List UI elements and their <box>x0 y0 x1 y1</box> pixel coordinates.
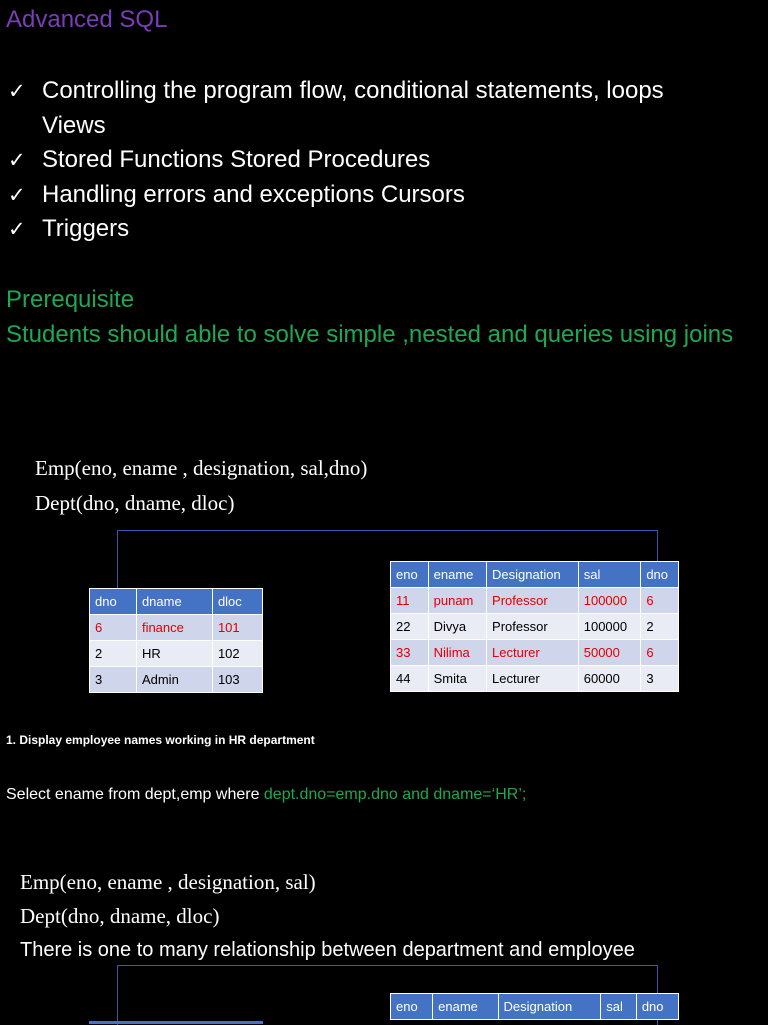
emp-table-2 <box>390 993 679 1020</box>
list-item-text: Stored Functions Stored Procedures <box>42 146 431 173</box>
column-header: Designation <box>498 994 601 1020</box>
table-row <box>391 640 679 666</box>
checkmark-icon: ✓ <box>8 148 26 172</box>
list-item-text: Controlling the program flow, conditional statements, loops <box>42 77 664 104</box>
question-text: 1. Display employee names working in HR department <box>6 733 315 747</box>
prerequisite-text: Students should able to solve simple ,nested and queries using joins <box>6 320 734 348</box>
list-item-text: Handling errors and exceptions Cursors <box>42 180 465 208</box>
column-header: dno <box>641 562 679 588</box>
table-cell: 3 <box>641 666 679 692</box>
table-cell: 100000 <box>578 588 641 614</box>
column-header: sal <box>601 994 637 1020</box>
relationship-note: There is one to many relationship between department and employee <box>20 939 635 961</box>
dept-schema-2: Dept(dno, dname, dloc) <box>20 904 220 928</box>
table-cell: Lecturer <box>487 666 579 692</box>
emp-schema-2: Emp(eno, ename , designation, sal) <box>20 870 316 894</box>
table-cell: 22 <box>391 614 429 640</box>
table-cell: Smita <box>428 666 486 692</box>
list-item <box>8 74 664 109</box>
table-cell: 6 <box>641 588 679 614</box>
table-cell: 103 <box>212 667 262 693</box>
table-cell: 2 <box>641 614 679 640</box>
emp-table <box>390 561 679 692</box>
table-cell: Professor <box>487 588 579 614</box>
column-header: Designation <box>487 562 579 588</box>
emp-schema: Emp(eno, ename , designation, sal,dno) <box>35 456 368 480</box>
table-cell: 33 <box>391 640 429 666</box>
table-header-row <box>391 994 679 1020</box>
sql-plain: Select ename from dept,emp where <box>6 786 264 803</box>
list-item-text: Triggers <box>42 215 130 242</box>
table-row <box>391 614 679 640</box>
table-cell: 6 <box>90 615 137 641</box>
table-cell: 2 <box>90 641 137 667</box>
table-cell: 101 <box>212 615 262 641</box>
table-row <box>391 588 679 614</box>
sql-statement <box>6 786 526 804</box>
list-item <box>8 178 664 213</box>
table-row <box>90 667 263 693</box>
table-cell: 60000 <box>578 666 641 692</box>
column-header: eno <box>391 562 429 588</box>
prerequisite-heading: Prerequisite <box>6 286 135 313</box>
dept-table <box>89 588 263 693</box>
list-item-text: Views <box>42 111 106 139</box>
prerequisite-section <box>6 283 756 352</box>
table-cell: Divya <box>428 614 486 640</box>
column-header: dno <box>636 994 678 1020</box>
table-cell: Professor <box>487 614 579 640</box>
table-cell: Admin <box>136 667 212 693</box>
table-cell: 102 <box>212 641 262 667</box>
column-header: sal <box>578 562 641 588</box>
topic-list <box>8 74 664 247</box>
checkmark-icon: ✓ <box>8 217 26 241</box>
list-item-continuation <box>8 109 664 144</box>
column-header: ename <box>433 994 498 1020</box>
table-cell: punam <box>428 588 486 614</box>
column-header: eno <box>391 994 433 1020</box>
list-item <box>8 212 664 247</box>
table-row <box>90 641 263 667</box>
sql-condition: dept.dno=emp.dno and dname=‘HR’; <box>263 786 527 803</box>
dept-schema: Dept(dno, dname, dloc) <box>35 491 235 515</box>
table-row <box>391 666 679 692</box>
table-header-row <box>90 589 263 615</box>
checkmark-icon: ✓ <box>8 79 26 103</box>
checkmark-icon: ✓ <box>8 182 26 207</box>
column-header: dloc <box>212 589 262 615</box>
table-cell: 11 <box>391 588 429 614</box>
table-cell: 100000 <box>578 614 641 640</box>
table-cell: 6 <box>641 640 679 666</box>
table-row <box>90 615 263 641</box>
table-header-row <box>391 562 679 588</box>
table-cell: 3 <box>90 667 137 693</box>
list-item <box>8 143 664 178</box>
table-cell: 50000 <box>578 640 641 666</box>
table-cell: HR <box>136 641 212 667</box>
column-header: dname <box>136 589 212 615</box>
table-cell: Nilima <box>428 640 486 666</box>
table-cell: finance <box>136 615 212 641</box>
column-header: ename <box>428 562 486 588</box>
page-title: Advanced SQL <box>6 6 168 33</box>
table-cell: 44 <box>391 666 429 692</box>
table-cell: Lecturer <box>487 640 579 666</box>
column-header: dno <box>90 589 137 615</box>
